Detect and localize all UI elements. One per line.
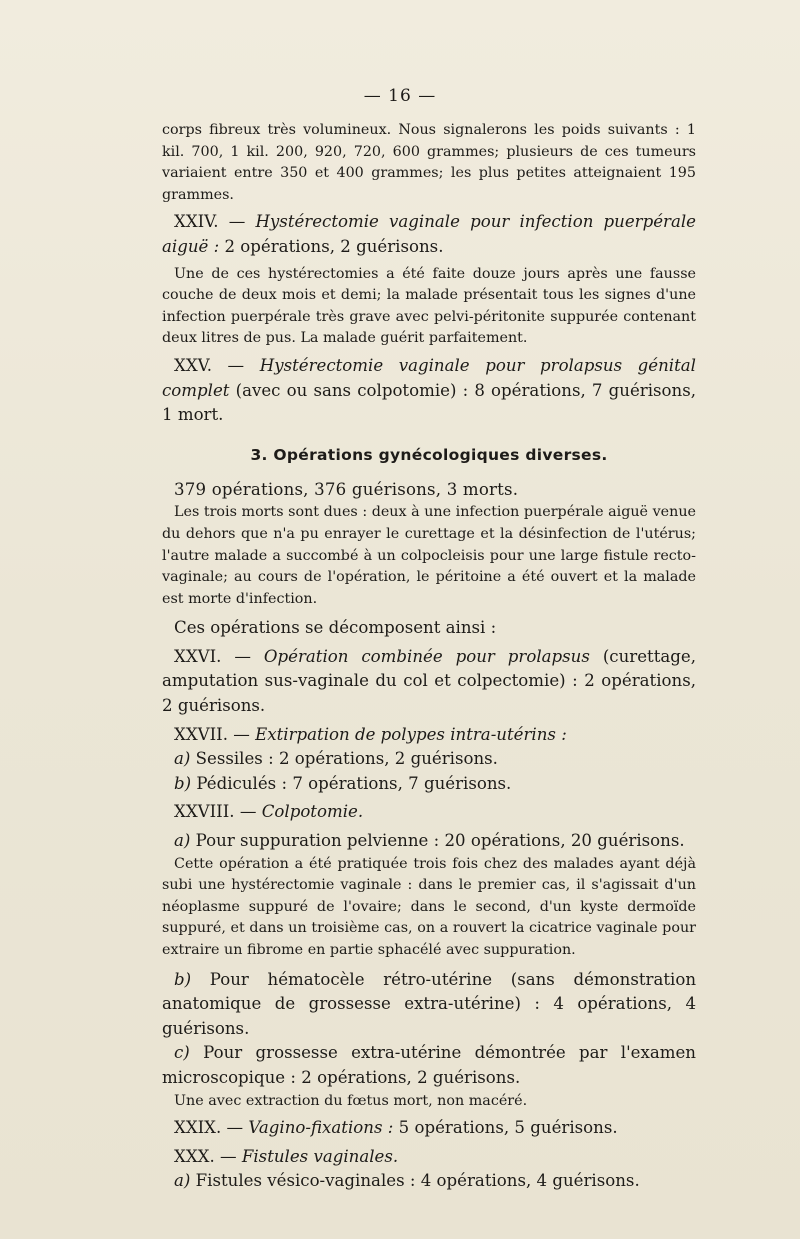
entry-title: Colpotomie. xyxy=(261,802,364,822)
paragraph-decompose: Ces opérations se décomposent ainsi : xyxy=(174,618,497,638)
item-letter: a) xyxy=(174,831,191,851)
item-letter: a) xyxy=(174,749,191,769)
item-letter: c) xyxy=(174,1043,190,1063)
entry-xxiv xyxy=(162,210,696,259)
item-letter: a) xyxy=(174,1171,191,1191)
entry-title: Hystérectomie vaginale pour prolapsus génital complet xyxy=(162,355,696,400)
entry-title: Vagino-fixations : xyxy=(248,1118,394,1138)
entry-number: XXIV. — xyxy=(174,212,256,232)
entry-xxviii-a xyxy=(162,829,696,854)
entry-number: XXVII. — xyxy=(174,724,256,744)
entry-result: 5 opérations, 5 guérisons. xyxy=(393,1118,618,1138)
paragraph-fibroid-weights: corps fibreux très volumineux. Nous signalerons les poids suivants : 1 kil. 700, 1 kil. 200, 920, 720, 600 grammes; plusieurs de ces tumeurs variaient entre 350 et 400 grammes; les plus petites atteignaient 195 grammes. xyxy=(162,122,696,203)
section-totals: 379 opérations, 376 guérisons, 3 morts. xyxy=(174,479,519,499)
entry-number: XXIX. — xyxy=(174,1118,249,1138)
entry-xxviii xyxy=(162,800,696,825)
page-body xyxy=(162,120,696,1194)
paragraph-foetus: Une avec extraction du fœtus mort, non macéré. xyxy=(174,1092,528,1109)
paragraph-deaths: Les trois morts sont dues : deux à une infection puerpérale aiguë venue du dehors que n'a pu enrayer le curettage et la désinfection de l'utérus; l'autre malade a succombé à un colpocleisis pour une large fistule recto-vaginale; au cours de l'opération, le péritoine a été ouvert et la malade est morte d'infection. xyxy=(162,504,696,607)
entry-xxvii xyxy=(162,723,696,748)
entry-number: XXX. — xyxy=(174,1146,242,1166)
item-text: Pour hématocèle rétro-utérine (sans démonstration anatomique de grossesse extra-utérine) : 4 opérations, 4 guérisons. xyxy=(162,969,696,1038)
entry-title: Opération combinée pour prolapsus xyxy=(263,646,590,666)
entry-xxv xyxy=(162,354,696,428)
item-letter: b) xyxy=(174,969,192,989)
entry-xxx xyxy=(162,1145,696,1170)
entry-xxvi xyxy=(162,645,696,719)
paragraph-colpotomy-note: Cette opération a été pratiquée trois fois chez des malades ayant déjà subi une hystérectomie vaginale : dans le premier cas, il s'agissait d'un néoplasme suppuré de l'ovaire; dans le second, d'un kyste dermoïde suppuré, et dans un troisième cas, on a rouvert la cicatrice vaginale pour extraire un fibrome en partie sphacélé avec suppuration. xyxy=(162,855,696,958)
paragraph-xxiv-note: Une de ces hystérectomies a été faite douze jours après une fausse couche de deux mois et demi; la malade présentait tous les signes d'une infection puerpérale très grave avec pelvi-péritonite suppurée contenant deux litres de pus. La malade guérit parfaitement. xyxy=(162,265,696,347)
item-text: Sessiles : 2 opérations, 2 guérisons. xyxy=(190,749,498,769)
entry-xxvii-b xyxy=(162,772,696,797)
entry-title: Extirpation de polypes intra-utérins : xyxy=(255,724,567,744)
entry-title: Fistules vaginales. xyxy=(241,1146,399,1166)
item-text: Pédiculés : 7 opérations, 7 guérisons. xyxy=(191,773,512,793)
entry-xxvii-a xyxy=(162,747,696,772)
entry-xxviii-b xyxy=(162,968,696,1042)
entry-number: XXVIII. — xyxy=(174,802,262,822)
item-text: Pour grossesse extra-utérine démontrée par l'examen microscopique : 2 opérations, 2 guérisons. xyxy=(162,1043,696,1087)
entry-number: XXV. — xyxy=(174,355,260,375)
section-heading: 3. Opérations gynécologiques diverses. xyxy=(250,445,608,464)
page-number: — 16 — xyxy=(363,86,437,106)
entry-result: 2 opérations, 2 guérisons. xyxy=(219,236,444,256)
entry-title: Hystérectomie vaginale pour infection puerpérale aiguë : xyxy=(162,212,696,256)
item-text: Fistules vésico-vaginales : 4 opérations, 4 guérisons. xyxy=(190,1171,640,1191)
item-letter: b) xyxy=(174,773,192,793)
entry-result: (curettage, amputation sus-vaginale du col et colpectomie) : 2 opérations, 2 guérisons. xyxy=(162,646,696,716)
entry-number: XXVI. — xyxy=(174,646,264,666)
entry-xxviii-c xyxy=(162,1041,696,1090)
item-text: Pour suppuration pelvienne : 20 opérations, 20 guérisons. xyxy=(190,831,685,851)
entry-result: (avec ou sans colpotomie) : 8 opérations, 7 guérisons, 1 mort. xyxy=(162,380,696,425)
entry-xxix xyxy=(162,1116,696,1141)
entry-xxx-a xyxy=(162,1169,696,1194)
